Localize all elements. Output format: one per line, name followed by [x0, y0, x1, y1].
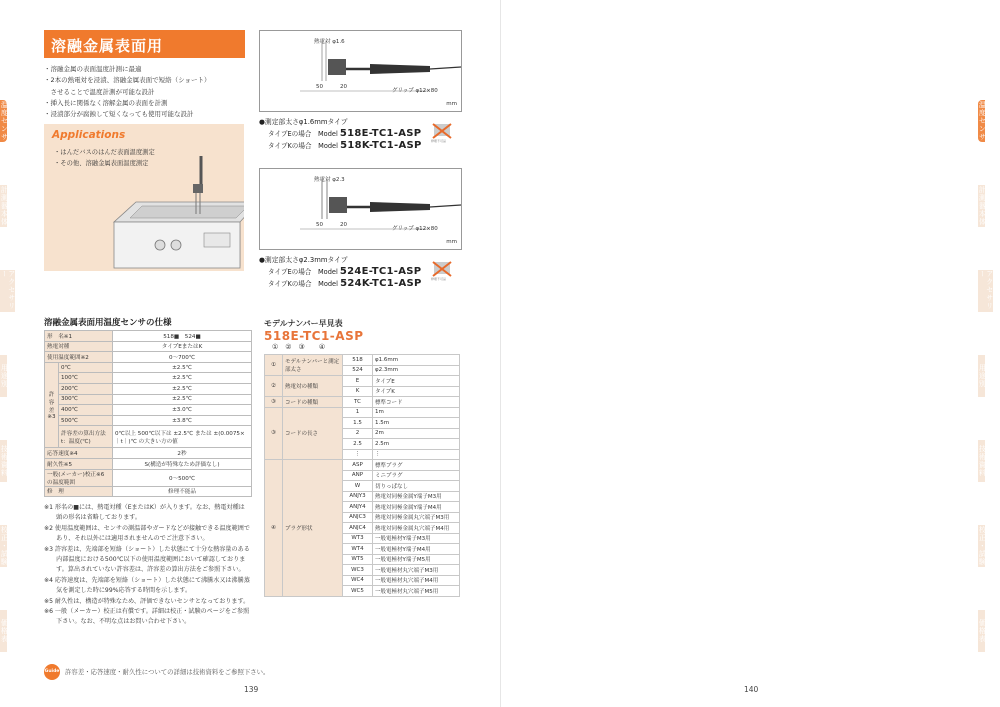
dim-20: 20 [340, 84, 347, 90]
applications-heading: Applications [52, 129, 126, 141]
bullet: ・挿入長に関係なく溶解金属の表面を計測 [44, 98, 168, 107]
unit-label: mm [446, 101, 457, 107]
spec-title: 溶融金属表面用温度センサの仕様 [44, 318, 172, 328]
model-desc: タイプK [373, 386, 460, 397]
type1-model-k [268, 140, 422, 151]
spec-value: ±2.5℃ [113, 383, 252, 394]
bullet: ・2本の熱電対を浸漬、溶融金属表面で短絡（ショート） [44, 76, 211, 85]
model-code: 2 [343, 428, 373, 439]
model-desc: 一般電極材丸穴端子M3用 [373, 565, 460, 576]
model-guide-digits: ① ② ③ ④ [272, 343, 326, 351]
spec-row [45, 486, 252, 497]
group-label: モデルナンバーと測定部太さ [283, 355, 343, 376]
spec-value: 0～700℃ [113, 352, 252, 363]
model-prefix: タイプEの場合 Model [268, 268, 338, 276]
spec-row [45, 352, 252, 363]
model-code: ANJC4 [343, 523, 373, 534]
index-tab[interactable]: 用途別 [0, 355, 7, 397]
index-tab[interactable]: 計測器本体 [0, 186, 9, 226]
model-number: 524K-TC1-ASP [340, 278, 422, 289]
group-label: コードの種類 [283, 397, 343, 408]
model-desc: 一般電極材Y端子M3用 [373, 533, 460, 544]
model-desc: 一般電極材丸穴端子M4用 [373, 575, 460, 586]
model-desc: 熱電対同極金属Y端子M4用 [373, 502, 460, 513]
model-code: 1.5 [343, 418, 373, 429]
index-tab[interactable]: アクセサリー [0, 270, 16, 310]
spec-key: 500℃ [59, 415, 113, 426]
model-desc: ミニプラグ [373, 470, 460, 481]
note-line: ※2 使用温度範囲は、センサの測温部やガードなどが接触できる温度範囲で [44, 524, 250, 532]
model-code: ANJY3 [343, 491, 373, 502]
model-row [265, 397, 460, 408]
model-number: 518E-TC1-ASP [339, 128, 422, 139]
application-item: ・その他、溶融金属表面温度測定 [54, 159, 149, 167]
spec-value: ±2.5℃ [113, 362, 252, 373]
application-item: ・はんだバスのはんだ表面温度測定 [54, 149, 155, 156]
model-code: 518 [343, 355, 373, 366]
spec-key: 許容差の算出方法 t：温度(℃) [59, 426, 113, 448]
model-row [265, 407, 460, 418]
index-tab[interactable]: 技術資料 [0, 440, 7, 482]
model-code: ANJC3 [343, 512, 373, 523]
no-repair-icon [431, 260, 453, 282]
spec-row [45, 362, 252, 373]
type2-model-e [268, 266, 421, 277]
spec-row [45, 426, 252, 448]
grip-label: グリップ φ12×80 [392, 88, 438, 94]
model-code: WC5 [343, 586, 373, 597]
model-code: WT5 [343, 554, 373, 565]
model-code: ⋮ [343, 449, 373, 460]
model-desc: ⋮ [373, 449, 460, 460]
section-title: 溶融金属表面用 [44, 30, 245, 58]
bullet: ・浸漬部分が腐蝕して短くなっても使用可能な設計 [44, 110, 194, 119]
model-code: 1 [343, 407, 373, 418]
dim-50: 50 [316, 222, 323, 228]
spec-key: 400℃ [59, 405, 113, 416]
model-number: 524E-TC1-ASP [339, 266, 422, 277]
applications-list [54, 148, 155, 169]
spec-key: 使用温度範囲※2 [45, 352, 113, 363]
spec-key: 修 理 [45, 486, 113, 497]
spec-key: 一般(メーカー)校正※6 の温度範囲 [45, 469, 113, 486]
model-desc: 1.5m [373, 418, 460, 429]
spec-value: 0～500℃ [113, 469, 252, 486]
spec-value: 518■ 524■ [113, 331, 252, 342]
index-tab[interactable]: 用途別 [978, 355, 985, 397]
model-desc: 熱電対同極金属丸穴端子M3用 [373, 512, 460, 523]
unit-label: mm [446, 239, 457, 245]
index-tab[interactable]: アクセサリー [978, 270, 994, 310]
model-code: ANP [343, 470, 373, 481]
spec-key: 200℃ [59, 383, 113, 394]
group-number: ② [265, 376, 283, 397]
left-index-tabs [0, 100, 22, 695]
spec-value: ±3.0℃ [113, 405, 252, 416]
model-row [265, 376, 460, 387]
model-code: ASP [343, 460, 373, 471]
group-number: ① [265, 355, 283, 376]
dim-20: 20 [340, 222, 347, 228]
page-number-left: 139 [244, 685, 259, 694]
spec-row [45, 383, 252, 394]
page-number-right: 140 [744, 685, 759, 694]
grip-label: グリップ φ12×80 [392, 226, 438, 232]
index-tab[interactable]: 価格表 [978, 610, 985, 652]
spec-row [45, 415, 252, 426]
model-desc: 2m [373, 428, 460, 439]
spec-row [45, 331, 252, 342]
bullet: させることで温度計測が可能な設計 [44, 87, 155, 96]
note-line: ※1 形名の■には、熱電対種（EまたはK）が入ります。なお、熱電対種は [44, 504, 245, 511]
guide-badge: Guide [44, 664, 60, 680]
note-line: ※6 一般（メーカー）校正は有償です。詳細は校正・試験のページをご参照 [44, 608, 250, 616]
note-line: ※3 許容差は、先端部を短絡（ショート）した状態にて十分な熱容量のある [44, 545, 250, 553]
probe-diagram [260, 31, 461, 111]
spec-key: 応答速度※4 [45, 448, 113, 459]
model-desc: 2.5m [373, 439, 460, 450]
model-code: E [343, 376, 373, 387]
model-code: K [343, 386, 373, 397]
model-desc: φ1.6mm [373, 355, 460, 366]
model-row [265, 460, 460, 471]
model-desc: 標準プラグ [373, 460, 460, 471]
group-number: ③ [265, 407, 283, 460]
model-guide-table [264, 354, 460, 597]
group-number: ④ [265, 460, 283, 597]
type2-model-k [268, 278, 422, 289]
index-tab[interactable]: 温度センサ [0, 101, 9, 141]
index-tab[interactable]: 技術資料 [978, 440, 985, 482]
model-number: 518K-TC1-ASP [340, 140, 422, 151]
solder-bath-illustration [44, 124, 244, 271]
model-code: WT3 [343, 533, 373, 544]
spec-value: 2秒 [113, 448, 252, 459]
model-desc: 熱電対同極金属丸穴端子M4用 [373, 523, 460, 534]
group-number: ③ [265, 397, 283, 408]
type1-title: ●測定部太さφ1.6mmタイプ [259, 118, 348, 126]
model-code: W [343, 481, 373, 492]
model-prefix: タイプKの場合 Model [268, 142, 338, 150]
footnote [44, 664, 269, 680]
spec-value: S(構造が特殊なため評価なし) [113, 458, 252, 469]
index-tab[interactable]: 価格表 [0, 610, 7, 652]
note-line: 下さい。なお、不明な点はお問い合わせ下さい。 [44, 618, 191, 626]
spec-value: ±3.8℃ [113, 415, 252, 426]
model-desc: φ2.3mm [373, 365, 460, 376]
index-tab[interactable]: 校正・試験 [978, 526, 987, 566]
spec-value: 修理不能品 [113, 486, 252, 497]
spec-key: 300℃ [59, 394, 113, 405]
applications-box [44, 124, 244, 271]
spec-table [44, 330, 252, 497]
sensor-drawing-2 [259, 168, 462, 250]
footnote-text: 許容差・応答速度・耐久性についての詳細は技術資料をご参照下さい。 [65, 668, 270, 676]
feature-bullets [44, 64, 254, 120]
model-desc: 一般電極材Y端子M5用 [373, 554, 460, 565]
index-tab[interactable]: 温度センサ [978, 101, 987, 141]
note-line: ※5 耐久性は、構造が特殊なため、評価できないセンサとなっております。 [44, 597, 250, 605]
model-code: WC4 [343, 575, 373, 586]
model-code: 524 [343, 365, 373, 376]
thermocouple-label: 熱電対 φ1.6 [314, 39, 345, 45]
right-index-tabs [978, 100, 1000, 695]
group-label: コードの長さ [283, 407, 343, 460]
sensor-drawing-1 [259, 30, 462, 112]
model-code: TC [343, 397, 373, 408]
spec-row [45, 469, 252, 486]
note-line: ※4 応答速度は、先端部を短絡（ショート）した状態にて沸騰水又は沸騰蒸 [44, 576, 250, 584]
spec-row [45, 405, 252, 416]
spec-key: 熱電対種 [45, 341, 113, 352]
model-row [265, 355, 460, 366]
spec-key: 形 名※1 [45, 331, 113, 342]
model-code: WT4 [343, 544, 373, 555]
type2-title: ●測定部太さφ2.3mmタイプ [259, 256, 348, 264]
model-guide-heading: モデルナンバー早見表 [264, 319, 343, 328]
spec-value: ±2.5℃ [113, 394, 252, 405]
spec-value: タイプEまたはK [113, 341, 252, 352]
group-label: 熱電対の種類 [283, 376, 343, 397]
spec-notes [44, 503, 256, 628]
spec-row [45, 373, 252, 384]
spec-value: ±2.5℃ [113, 373, 252, 384]
no-repair-label: 修理不可品 [431, 139, 447, 143]
model-code: ANJY4 [343, 502, 373, 513]
spec-row [45, 394, 252, 405]
model-guide-example: 518E-TC1-ASP [264, 329, 364, 343]
model-desc: 一般電極材丸穴端子M5用 [373, 586, 460, 597]
no-repair-icon [431, 122, 453, 144]
index-tab[interactable]: 計測器本体 [978, 186, 987, 226]
model-prefix: タイプEの場合 Model [268, 130, 338, 138]
note-line: 気を測定した時に99%応答する時間を示します。 [44, 587, 192, 595]
model-desc: タイプE [373, 376, 460, 387]
note-line: す。算出されていない許容差は、許容差の算出方法をご参照下さい。 [44, 566, 245, 574]
page-spine [500, 0, 501, 707]
model-desc: 一般電極材Y端子M4用 [373, 544, 460, 555]
bullet: ・溶融金属の表面温度計測に最適 [44, 65, 142, 73]
spec-key: 100℃ [59, 373, 113, 384]
model-desc: 切りっぱなし [373, 481, 460, 492]
spec-row [45, 341, 252, 352]
spec-row [45, 458, 252, 469]
note-line: 内部温度における500℃以下の使用温度範囲において確認しておりま [44, 556, 246, 564]
model-desc: 熱電対同極金属Y端子M3用 [373, 491, 460, 502]
model-desc: 1m [373, 407, 460, 418]
spec-row [45, 448, 252, 459]
type1-model-e [268, 128, 421, 139]
spec-value: 0℃以上 500℃以下は ±2.5℃ または ±(0.0075×｜t｜)℃ の大きい方の値 [113, 426, 252, 448]
note-line: あり、それ以外には適用されませんのでご注意下さい。 [44, 535, 209, 543]
index-tab[interactable]: 校正・試験 [0, 526, 9, 566]
thermocouple-label: 熱電対 φ2.3 [314, 177, 345, 183]
spec-key: 0℃ [59, 362, 113, 373]
group-label: プラグ形状 [283, 460, 343, 597]
model-code: WC3 [343, 565, 373, 576]
model-desc: 標準コード [373, 397, 460, 408]
probe-diagram [260, 169, 461, 249]
dim-50: 50 [316, 84, 323, 90]
spec-key: 耐久性※5 [45, 458, 113, 469]
model-prefix: タイプKの場合 Model [268, 280, 338, 288]
note-line: 頭の形名は省略しております。 [44, 514, 142, 522]
tolerance-label: 許容差※3 [45, 362, 59, 448]
model-code: 2.5 [343, 439, 373, 450]
no-repair-label: 修理不可品 [431, 277, 447, 281]
